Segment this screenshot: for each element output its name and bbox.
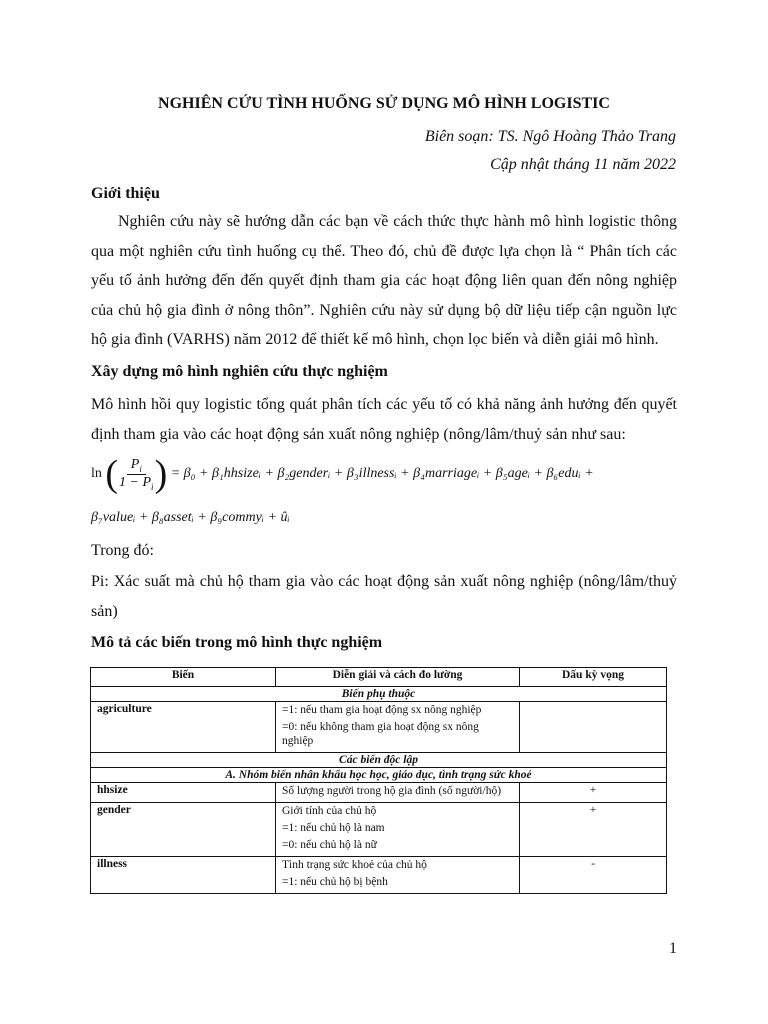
eq-rhs-1: = β₀ + β₁hhsizeᵢ + β₂genderᵢ + β₃illnessᵢ + β₄marriageᵢ + β₅ageᵢ + β₆eduᵢ + bbox=[170, 466, 594, 482]
eq-numerator: $P_i$ bbox=[127, 457, 146, 475]
variables-heading: Mô tả các biến trong mô hình thực nghiệm bbox=[91, 634, 383, 651]
equation-line-2: β₇valueᵢ + β₈assetᵢ + β₉commyᵢ + ûᵢ bbox=[91, 510, 290, 525]
eq-fraction bbox=[119, 457, 154, 492]
table-row bbox=[91, 702, 667, 753]
var-sign bbox=[520, 702, 667, 753]
var-name: hhsize bbox=[91, 783, 276, 803]
table-row bbox=[91, 803, 667, 857]
dependent-section-label: Biến phụ thuộc bbox=[91, 687, 667, 702]
updated-line: Cập nhật tháng 11 năm 2022 bbox=[490, 156, 676, 173]
equation-line-1: ln ( $\frac{P_i}{1 - P_i}$ ) = β₀ + β₁hhsizeᵢ + β₂genderᵢ + β₃illnessᵢ + β₄marriageᵢ + β₅ageᵢ + β₆eduᵢ + bbox=[91, 453, 594, 495]
header-description: Diễn giải và cách đo lường bbox=[276, 668, 520, 687]
intro-paragraph: Nghiên cứu này sẽ hướng dẫn các bạn về cách thức thực hành mô hình logistic thông qua một nghiên cứu tình huống cụ thể. Theo đó, chủ đề được lựa chọn là “ Phân tích các yếu tố ảnh hưởng đến đến quyết định tham gia các hoạt động liên quan đến nông nghiệp của chủ hộ gia đình ở nông thôn”. Nghiên cứu này sử dụng bộ dữ liệu tiếp cận nguồn lực hộ gia đình (VARHS) năm 2012 để thiết kế mô hình, chọn lọc biến và diễn giải mô hình. bbox=[91, 213, 677, 348]
var-description: Giới tính của chủ hộ =1: nếu chủ hộ là nam =0: nếu chủ hộ là nữ bbox=[276, 803, 520, 857]
table-row bbox=[91, 857, 667, 894]
var-name: illness bbox=[91, 857, 276, 894]
var-description: Số lượng người trong hộ gia đình (số người/hộ) bbox=[276, 783, 520, 803]
var-description: =1: nếu tham gia hoạt động sx nông nghiệp =0: nếu không tham gia hoạt động sx nông nghiệp bbox=[276, 702, 520, 753]
var-description: Tình trạng sức khoẻ của chủ hộ =1: nếu chủ hộ bị bệnh bbox=[276, 857, 520, 894]
independent-section-label: Các biến độc lập bbox=[91, 753, 667, 768]
model-heading: Xây dựng mô hình nghiên cứu thực nghiệm bbox=[91, 363, 388, 380]
var-name: agriculture bbox=[91, 702, 276, 753]
group-a-label: A. Nhóm biến nhân khẩu học học, giáo dục, tình trạng sức khoẻ bbox=[91, 768, 667, 783]
var-sign: + bbox=[520, 783, 667, 803]
header-variable: Biến bbox=[91, 668, 276, 687]
eq-ln: ln bbox=[91, 466, 102, 482]
model-paragraph: Mô hình hồi quy logistic tổng quát phân tích các yếu tố có khả năng ảnh hưởng đến quyết định tham gia vào các hoạt động sản xuất nông nghiệp (nông/lâm/thuỷ sản như sau: bbox=[91, 396, 677, 443]
page-number: 1 bbox=[669, 940, 677, 957]
var-sign: + bbox=[520, 803, 667, 857]
header-expected-sign: Dấu kỳ vọng bbox=[520, 668, 667, 687]
variables-table bbox=[90, 667, 667, 894]
author-line: Biên soạn: TS. Ngô Hoàng Thảo Trang bbox=[424, 128, 676, 145]
intro-heading: Giới thiệu bbox=[91, 185, 160, 202]
where-label: Trong đó: bbox=[91, 542, 154, 559]
table-row bbox=[91, 783, 667, 803]
document-title: NGHIÊN CỨU TÌNH HUỐNG SỬ DỤNG MÔ HÌNH LOGISTIC bbox=[158, 95, 610, 112]
var-name: gender bbox=[91, 803, 276, 857]
pi-description: Pi: Xác suất mà chủ hộ tham gia vào các hoạt động sản xuất nông nghiệp (nông/lâm/thuỷ sản) bbox=[91, 573, 677, 620]
table-header-row bbox=[91, 668, 667, 687]
var-sign: - bbox=[520, 857, 667, 894]
eq-denominator: $1 - P_i$ bbox=[119, 474, 154, 492]
